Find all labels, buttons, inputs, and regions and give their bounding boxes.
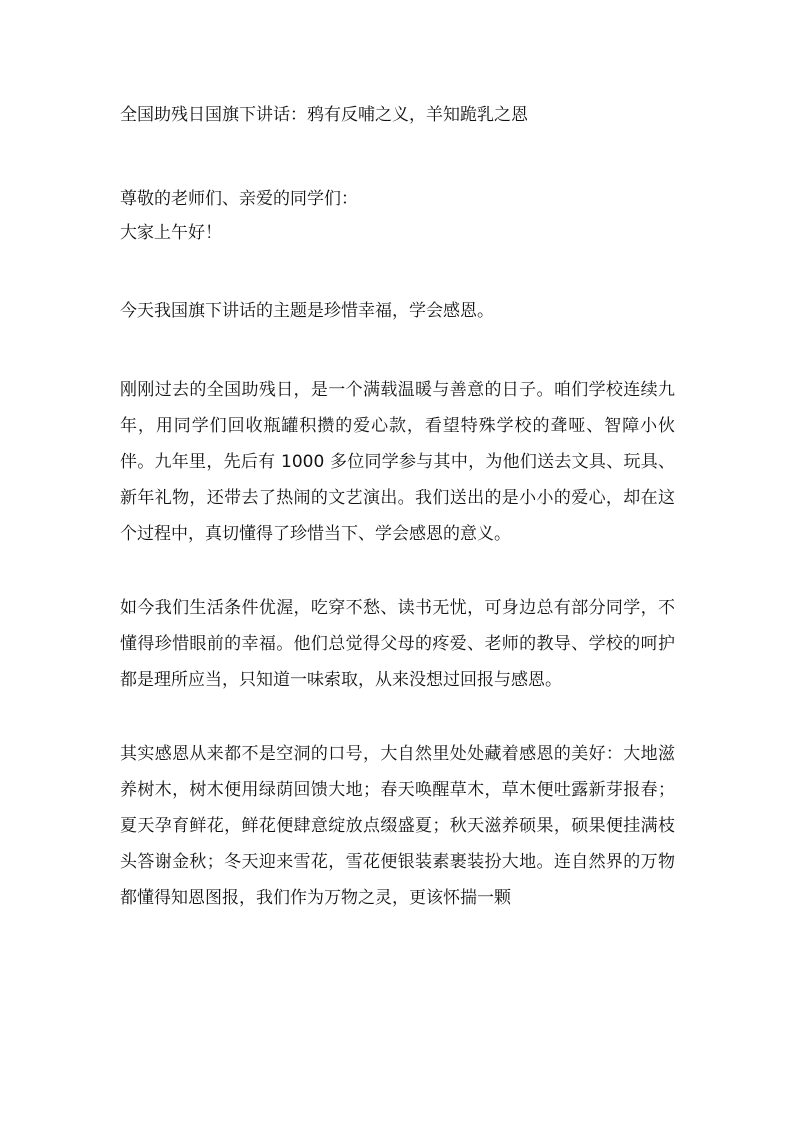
paragraph-cherish: 如今我们生活条件优渥，吃穿不愁、读书无忧，可身边总有部分同学，不懂得珍惜眼前的幸福。他们总觉得父母的疼爱、老师的教导、学校的呵护都是理所应当，只知道一味索取，从来没想过回报与感恩。: [120, 598, 675, 690]
paragraph-disability-day: 刚刚过去的全国助残日，是一个满载温暖与善意的日子。咱们学校连续九年，用同学们回收瓶罐积攒的爱心款，看望特殊学校的聋哑、智障小伙伴。九年里，先后有 1000 多位同学参与其中，为他们送去文具、玩具、新年礼物，还带去了热闹的文艺演出。我们送出的是小小的爱心，却在这个过程中，真切懂得了珍惜当下、学会感恩的意义。: [120, 380, 675, 544]
paragraph-topic: 今天我国旗下讲话的主题是珍惜幸福，学会感恩。: [120, 301, 494, 321]
document-body: [120, 98, 675, 916]
spacer: [120, 698, 675, 736]
paragraph-nature: 其实感恩从来都不是空洞的口号，大自然里处处藏着感恩的美好：大地滋养树木，树木便用绿荫回馈大地；春天唤醒草木，草木便吐露新芽报春；夏天孕育鲜花，鲜花便肆意绽放点缀盛夏；秋天滋养硕果，硕果便挂满枝头答谢金秋；冬天迎来雪花，雪花便银装素裹装扮大地。连自然界的万物都懂得知恩图报，我们作为万物之灵，更该怀揣一颗: [120, 744, 675, 908]
greeting: 大家上午好！: [120, 223, 222, 243]
spacer: [120, 132, 675, 182]
spacer: [120, 250, 675, 294]
salutation: 尊敬的老师们、亲爱的同学们：: [120, 189, 358, 209]
spacer: [120, 328, 675, 372]
document-title: 全国助残日国旗下讲话：鸦有反哺之义，羊知跪乳之恩: [120, 105, 528, 125]
spacer: [120, 552, 675, 590]
